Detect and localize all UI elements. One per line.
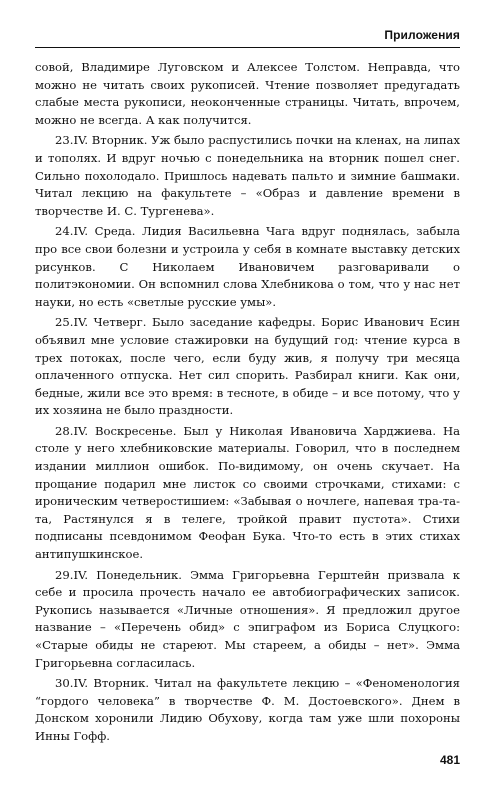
paragraph-continuation: совой, Владимире Луговском и Алексее Толстом. Неправда, что можно не читать своих рукописей. Чтение позволяет предугадать слабые места рукописи, неоконченные страницы. Читать, впрочем, можно не всегда. А как получится. (35, 60, 460, 127)
page-body (35, 59, 460, 749)
diary-entry-25-april: 25.IV. Четверг. Было заседание кафедры. Борис Иванович Есин объявил мне условие стажировки на будущий год: чтение курса в трех потоках, после чего, если буду жив, я получу три месяца оплаченного отпуска. Нет сил спорить. Разбирал книги. Как они, бедные, жили все это время: в тесноте, в обиде – и все потому, что у их хозяина не было праздности. (35, 315, 460, 418)
diary-entry-24-april: 24.IV. Среда. Лидия Васильевна Чага вдруг поднялась, забыла про все свои болезни и устроила у себя в комнате выставку детских рисунков. С Николаем Ивановичем разговаривали о политэкономии. Он вспомнил слова Хлебникова о том, что у нас нет науки, но есть «светлые русские умы». (35, 224, 460, 309)
diary-entry-30-april: 30.IV. Вторник. Читал на факультете лекцию – «Феноменология “гордого человека” в творчестве Ф. М. Достоевского». Днем в Донском хоронили Лидию Обухову, когда там уже шли похороны Инны Гофф. (35, 676, 460, 743)
running-header (35, 28, 460, 48)
diary-entry-23-april: 23.IV. Вторник. Уж было распустились почки на кленах, на липах и тополях. И вдруг ночью с понедельника на вторник пошел снег. Сильно похолодало. Пришлось надевать пальто и зимние башмаки. Читал лекцию на факультете – «Образ и давление времени в творчестве И. С. Тургенева». (35, 133, 460, 218)
diary-entry-29-april: 29.IV. Понедельник. Эмма Григорьевна Герштейн призвала к себе и просила прочесть начало ее автобиографических записок. Рукопись называется «Личные отношения». Я предложил другое название – «Перечень обид» с эпиграфом из Бориса Слуцкого: «Старые обиды не стареют. Мы стареем, а обиды – нет». Эмма Григорьевна согласилась. (35, 567, 460, 670)
running-header-title: Приложения (384, 28, 460, 42)
page-number: 481 (439, 753, 460, 767)
diary-entry-28-april: 28.IV. Воскресенье. Был у Николая Ивановича Харджиева. На столе у него хлебниковские материалы. Говорил, что в последнем издании миллион ошибок. По-видимому, он очень скучает. На прощание подарил мне листок со своими строчками, стихами: с ироническим четверостишием: «Забывая о ночлеге, напевая тра-та-та, Растянулся я в телеге, тройкой правит пустота». Стихи подписаны псевдонимом Феофан Бука. Что-то есть в этих стихах антипушкинское. (35, 423, 460, 562)
